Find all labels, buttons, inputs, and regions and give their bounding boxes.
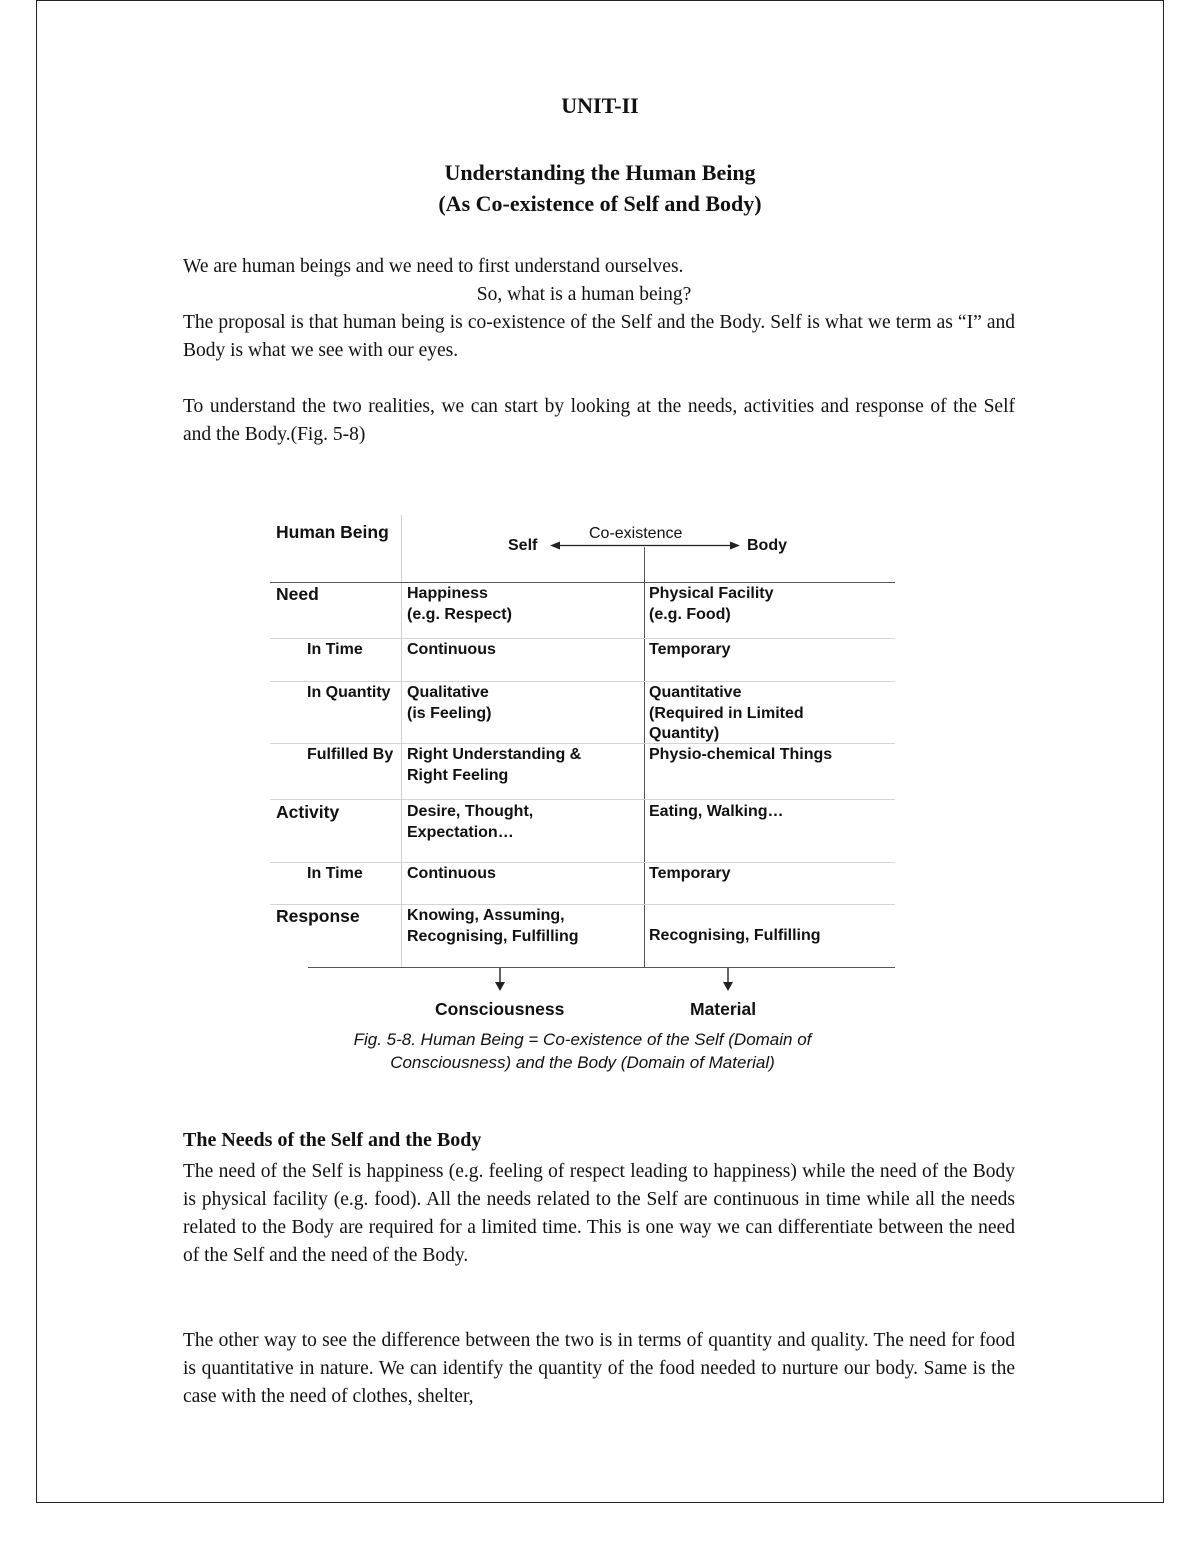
cell-line: (e.g. Food) [649, 605, 731, 623]
body-need-time-cell: Temporary [649, 641, 731, 658]
intro-line: We are human beings and we need to first understand ourselves. [183, 256, 684, 277]
row-label-response: Response [276, 906, 360, 926]
figure-body-header: Body [747, 537, 787, 554]
body-need-cell [649, 584, 774, 625]
cell-line: Qualitative [407, 684, 489, 701]
caption-line: Consciousness) and the Body (Domain of Material) [390, 1053, 775, 1072]
figure-row-rule [270, 904, 895, 905]
self-down-arrow [492, 968, 508, 992]
cell-line: Happiness [407, 585, 488, 602]
unit-title: UNIT-II [561, 93, 639, 118]
chapter-title [0, 157, 1200, 219]
self-quantity-cell [407, 683, 491, 724]
body-fulfilled-cell: Physio-chemical Things [649, 746, 833, 763]
figure-corner-label: Human Being [276, 522, 389, 542]
figure-header-rule [270, 582, 895, 583]
cell-line: Quantity) [649, 725, 720, 742]
cell-line: Right Understanding & [407, 746, 582, 763]
intro-question: So, what is a human being? [476, 284, 692, 305]
figure-row-rule [270, 862, 895, 863]
figure-row-rule [270, 638, 895, 639]
self-response-cell [407, 906, 579, 947]
section-heading-needs: The Needs of the Self and the Body [183, 1129, 482, 1151]
cell-line: (Required in Limited [649, 704, 804, 722]
body-domain-label: Material [690, 999, 757, 1019]
figure-bottom-rule [308, 967, 895, 968]
body-response-cell: Recognising, Fulfilling [649, 927, 821, 944]
needs-paragraph-1: The need of the Self is happiness (e.g. feeling of respect leading to happiness) while the need of the Body is physical facility (e.g. food). All the needs related to the Self are continuous in time while all the needs related to the Body are required for a limited time. This is one way we can differentiate between the need of the Self and the need of the Body. [183, 1161, 1015, 1266]
row-label-activity-in-time: In Time [307, 865, 363, 882]
figure-row-rule [270, 681, 895, 682]
row-label-in-time: In Time [307, 641, 363, 658]
cell-line: (e.g. Respect) [407, 605, 512, 623]
figure-self-header: Self [508, 537, 538, 554]
row-label-activity: Activity [276, 802, 340, 822]
self-need-cell [407, 584, 512, 625]
needs-paragraph-2: The other way to see the difference between the two is in terms of quantity and quality. The need for food is quantitative in nature. We can identify the quantity of the food needed to nurture our body. Same is the case with the need of clothes, shelter, [183, 1330, 1015, 1407]
self-fulfilled-cell [407, 745, 581, 786]
cell-line: Recognising, Fulfilling [407, 927, 579, 945]
row-label-in-quantity: In Quantity [307, 684, 391, 701]
body-down-arrow [720, 968, 736, 992]
chapter-title-line1: Understanding the Human Being [444, 160, 756, 185]
cell-line: Physical Facility [649, 585, 774, 602]
self-domain-label: Consciousness [435, 999, 565, 1019]
cell-line: Desire, Thought, [407, 803, 534, 820]
cell-line: Right Feeling [407, 766, 509, 784]
intro-paragraph-3: To understand the two realities, we can start by looking at the needs, activities and response of the Self and the Body.(Fig. 5-8) [183, 396, 1015, 445]
figure-5-8 [270, 515, 895, 1075]
cell-line: Expectation… [407, 823, 514, 841]
self-need-time-cell: Continuous [407, 641, 496, 658]
coexistence-double-arrow [550, 539, 740, 553]
body-activity-time-cell: Temporary [649, 865, 731, 882]
self-activity-time-cell: Continuous [407, 865, 496, 882]
figure-coexistence-label: Co-existence [589, 525, 683, 542]
cell-line: (is Feeling) [407, 704, 492, 722]
body-activity-cell: Eating, Walking… [649, 803, 784, 820]
cell-line: Quantitative [649, 684, 742, 701]
figure-caption [270, 1028, 895, 1074]
intro-paragraph-1 [183, 253, 1015, 309]
row-label-fulfilled-by: Fulfilled By [307, 746, 394, 763]
row-label-need: Need [276, 584, 319, 604]
chapter-title-line2: (As Co-existence of Self and Body) [438, 191, 762, 216]
self-activity-cell [407, 802, 533, 843]
cell-line: Knowing, Assuming, [407, 907, 565, 924]
body-quantity-cell [649, 683, 804, 745]
figure-row-rule [270, 799, 895, 800]
caption-line: Fig. 5-8. Human Being = Co-existence of the Self (Domain of [353, 1030, 812, 1049]
intro-paragraph-2: The proposal is that human being is co-existence of the Self and the Body. Self is what we term as “I” and Body is what we see with our eyes. [183, 312, 1015, 361]
